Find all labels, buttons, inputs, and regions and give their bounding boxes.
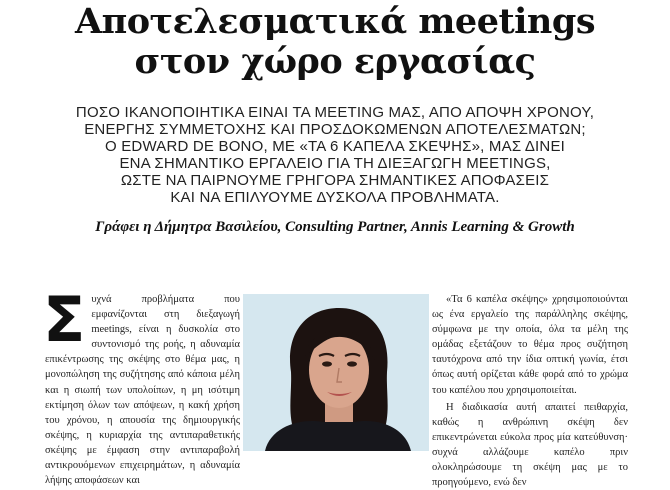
subtitle-line-3: Ο EDWARD DE BONO, ΜΕ «ΤΑ 6 ΚΑΠΕΛΑ ΣΚΕΨΗΣ», ΜΑΣ ΔΙΝΕΙ bbox=[104, 138, 566, 155]
article-subtitle bbox=[40, 104, 630, 206]
subtitle-line-5: ΩΣΤΕ ΝΑ ΠΑΙΡΝΟΥΜΕ ΓΡΗΓΟΡΑ ΣΗΜΑΝΤΙΚΕΣ ΑΠΟΦΑΣΕΙΣ bbox=[120, 172, 550, 189]
column-1-text: υχνά προβλήματα που εμφανίζονται στη διεξαγωγή meetings, είναι η δυσκολία στο συντονισμό της ροής, η αδυναμία επικέντρωσης της σκέψης στο θέμα μας, η μονοπώληση της συζήτησης από κάποια μέλη και η σιωπή των υπολοίπων, η μη ισότιμη εκτίμηση όλων των απόψεων, η κακή χρήση του χρόνου, η απουσία της δημιουργικής σκέψης, η κυριαρχία της αντιπαραθετικής σκέψης με έμφαση στην αντιπαραβολή αντικρουόμενων επιχειρημάτων, η αδυναμία λήψης αποφάσεων και bbox=[45, 294, 240, 487]
subtitle-line-6: ΚΑΙ ΝΑ ΕΠΙΛΥΟΥΜΕ ΔΥΣΚΟΛΑ ΠΡΟΒΛΗΜΑΤΑ. bbox=[170, 189, 500, 206]
author-photo bbox=[243, 294, 429, 451]
article-column-3 bbox=[432, 292, 628, 490]
article-column-1 bbox=[43, 283, 240, 488]
author-byline: Γράφει η Δήμητρα Βασιλείου, Consulting Partner, Annis Learning & Growth bbox=[95, 219, 575, 235]
subtitle-line-4: ΕΝΑ ΣΗΜΑΝΤΙΚΟ ΕΡΓΑΛΕΙΟ ΓΙΑ ΤΗ ΔΙΕΞΑΓΩΓΗ MEETINGS, bbox=[119, 155, 551, 172]
subtitle-line-1: ΠΟΣΟ ΙΚΑΝΟΠΟΙΗΤΙΚΑ ΕΙΝΑΙ ΤΑ MEETING ΜΑΣ, ΑΠΟ ΑΠΟΨΗ ΧΡΟΝΟΥ, bbox=[75, 104, 595, 121]
column-3-paragraph-2: Η διαδικασία αυτή απαιτεί πειθαρχία, καθώς η ανθρώπινη σκέψη δεν επικεντρώνεται εύκολα προς μία κατεύθυνση· συχνά αλλάζουμε καπέλο πριν ολοκληρώσουμε τη σκέψη μας με το προηγούμενο, ενώ δεν bbox=[432, 401, 628, 489]
subtitle-line-2: ΕΝΕΡΓΗΣ ΣΥΜΜΕΤΟΧΗΣ ΚΑΙ ΠΡΟΣΔΟΚΩΜΕΝΩΝ ΑΠΟΤΕΛΕΣΜΑΤΩΝ; bbox=[84, 121, 586, 138]
column-3-paragraph-1: «Τα 6 καπέλα σκέψης» χρησιμοποιούνται ως ένα εργαλείο της παράλληλης σκέψης, σύμφωνα με την οποία, όλα τα μέλη της ομάδας εξετάζουν το θέμα προς συζήτηση ταυτόχρονα από την ίδια οπτική γωνία, έτσι όπως αυτή ορίζεται κάθε φορά από το χρώμα του καπέλου που χρησιμοποιείται. bbox=[432, 294, 628, 396]
column-1-paragraph bbox=[43, 283, 240, 488]
portrait-image bbox=[243, 294, 429, 451]
title-line-1: Αποτελεσματικά meetings bbox=[74, 1, 596, 42]
title-line-2: στον χώρο εργασίας bbox=[134, 41, 536, 82]
article-title bbox=[0, 2, 670, 82]
drop-cap: Σ bbox=[43, 283, 86, 356]
